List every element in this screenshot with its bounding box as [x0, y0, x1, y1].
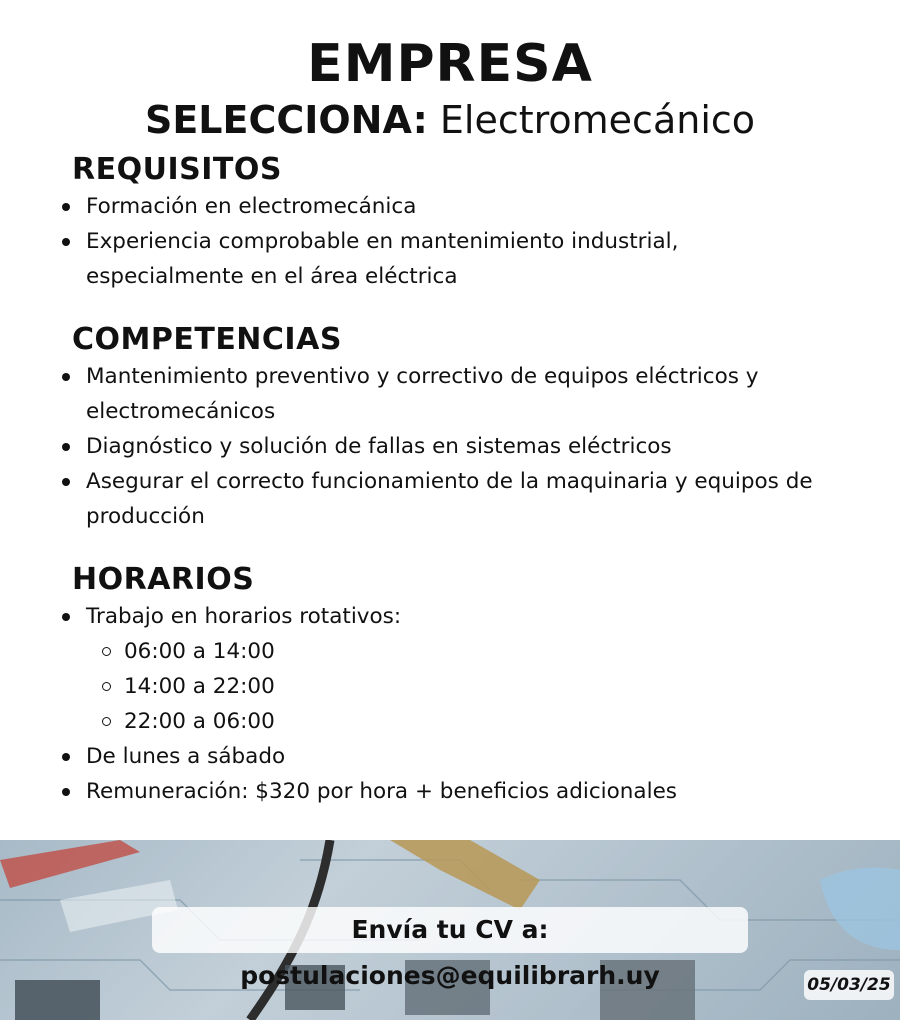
list-item: De lunes a sábado	[0, 739, 900, 774]
list-item: Mantenimiento preventivo y correctivo de equipos eléctricos y electromecánicos	[0, 359, 900, 429]
shift-list	[86, 634, 840, 739]
list-item	[0, 599, 900, 739]
section-heading-competencias: COMPETENCIAS	[72, 322, 342, 357]
horarios-list	[0, 599, 900, 809]
list-item: Diagnóstico y solución de fallas en sistemas eléctricos	[0, 429, 900, 464]
competencias-list	[0, 359, 900, 534]
list-item: Asegurar el correcto funcionamiento de la maquinaria y equipos de producción	[0, 464, 900, 534]
horarios-intro: Trabajo en horarios rotativos:	[86, 604, 402, 629]
company-title: EMPRESA	[307, 34, 593, 94]
shift-item: 14:00 a 22:00	[86, 669, 840, 704]
cv-submission-text: Envía tu CV a: postulaciones@equilibrarh.uy	[152, 907, 748, 953]
requisitos-list	[0, 189, 900, 294]
section-horarios	[0, 562, 900, 809]
shift-item: 06:00 a 14:00	[86, 634, 840, 669]
post-date: 05/03/25	[804, 970, 894, 1000]
position-name: Electromecánico	[439, 98, 756, 142]
section-competencias	[0, 322, 900, 534]
subtitle-label: SELECCIONA:	[144, 98, 428, 142]
list-item: Formación en electromecánica	[0, 189, 900, 224]
list-item: Remuneración: $320 por hora + beneficios adicionales	[0, 774, 900, 809]
footer-banner	[0, 840, 900, 1020]
list-item: Experiencia comprobable en mantenimiento industrial, especialmente en el área eléctrica	[0, 224, 900, 294]
shift-item: 22:00 a 06:00	[86, 704, 840, 739]
section-heading-horarios: HORARIOS	[72, 562, 255, 597]
section-heading-requisitos: REQUISITOS	[72, 152, 282, 187]
position-subtitle	[0, 98, 900, 142]
section-requisitos	[0, 152, 900, 294]
